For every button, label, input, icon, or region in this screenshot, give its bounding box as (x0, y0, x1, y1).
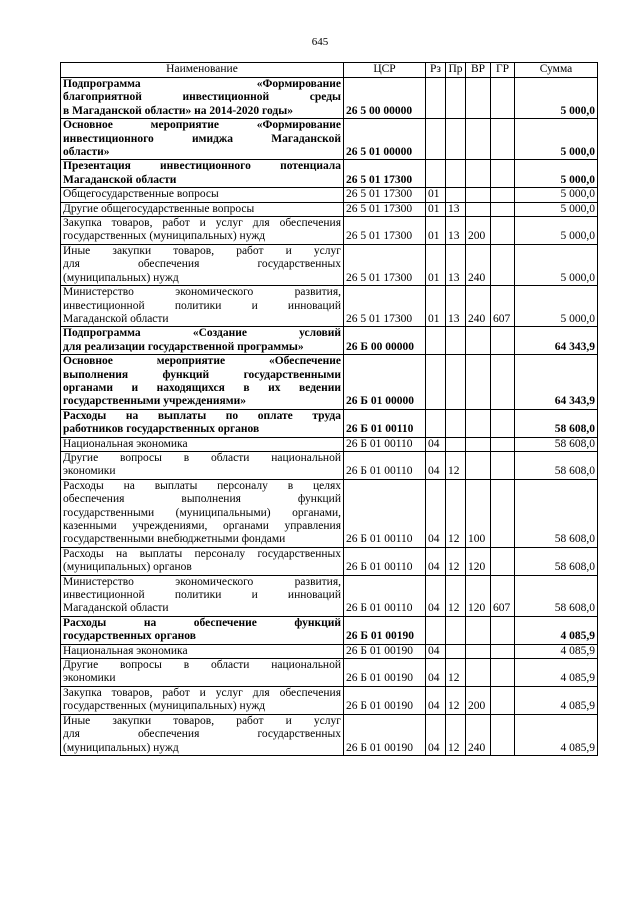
row-csr: 26 5 01 00000 (344, 119, 426, 160)
row-name-line: работников государственных органов (63, 423, 260, 436)
row-name (61, 616, 344, 644)
row-vr (466, 409, 491, 437)
row-name-line: Расходы на выплаты персоналу государственных (63, 547, 341, 560)
row-gr (491, 244, 515, 285)
row-vr (466, 202, 491, 216)
row-sum: 58 608,0 (515, 451, 598, 479)
row-name-line: Другие вопросы в области национальной (63, 451, 341, 464)
row-pr: 12 (446, 575, 466, 616)
row-rz: 01 (426, 188, 446, 202)
row-gr (491, 409, 515, 437)
row-pr: 13 (446, 202, 466, 216)
row-name-line: Другие вопросы в области национальной (63, 659, 341, 672)
table-row (61, 686, 598, 714)
row-vr: 200 (466, 686, 491, 714)
row-name-line: обеспечения выполнения функций (63, 493, 341, 506)
row-pr (446, 644, 466, 658)
row-csr: 26 Б 01 00110 (344, 575, 426, 616)
row-gr (491, 119, 515, 160)
row-gr (491, 188, 515, 202)
row-name (61, 355, 344, 410)
row-csr: 26 Б 01 00190 (344, 616, 426, 644)
row-sum: 4 085,9 (515, 659, 598, 687)
row-name-line: казенными учреждениями, органами управления (63, 520, 341, 532)
row-name-line: инвестиционной политики и инноваций (63, 589, 341, 602)
row-sum: 64 343,9 (515, 355, 598, 410)
row-rz (426, 78, 446, 119)
row-rz: 04 (426, 575, 446, 616)
table-row (61, 188, 598, 202)
row-vr (466, 437, 491, 451)
row-pr: 12 (446, 547, 466, 575)
row-vr: 100 (466, 479, 491, 547)
row-pr (446, 409, 466, 437)
row-sum: 5 000,0 (515, 202, 598, 216)
row-rz: 04 (426, 686, 446, 714)
row-pr (446, 188, 466, 202)
row-name-line: Закупка товаров, работ и услуг для обеспечения (63, 217, 341, 230)
row-name (61, 327, 344, 355)
row-vr (466, 119, 491, 160)
row-name-line: Расходы на обеспечение функций (63, 616, 341, 629)
row-csr: 26 Б 01 00110 (344, 547, 426, 575)
table-row (61, 409, 598, 437)
row-csr: 26 Б 01 00190 (344, 659, 426, 687)
row-name-line: государственных органов (63, 630, 196, 643)
row-name-line: Иные закупки товаров, работ и услуг (63, 714, 341, 727)
row-sum: 4 085,9 (515, 714, 598, 755)
row-rz: 04 (426, 714, 446, 755)
row-csr: 26 Б 01 00110 (344, 451, 426, 479)
row-name-line: Расходы на выплаты по оплате труда (63, 409, 341, 422)
header-gr: ГР (491, 63, 515, 78)
row-rz: 04 (426, 437, 446, 451)
row-pr: 13 (446, 217, 466, 245)
row-rz (426, 616, 446, 644)
row-name-line: для реализации государственной программы» (63, 340, 304, 353)
row-sum: 58 608,0 (515, 437, 598, 451)
row-rz (426, 160, 446, 188)
row-sum: 5 000,0 (515, 160, 598, 188)
row-csr: 26 5 01 17300 (344, 286, 426, 327)
row-csr: 26 5 01 17300 (344, 217, 426, 245)
row-rz: 04 (426, 479, 446, 547)
row-rz (426, 119, 446, 160)
row-csr: 26 Б 00 00000 (344, 327, 426, 355)
row-name-line: Основное мероприятие «Формирование (63, 119, 341, 132)
table-row (61, 327, 598, 355)
row-name-line: экономики (63, 672, 116, 685)
row-pr: 12 (446, 659, 466, 687)
row-sum: 58 608,0 (515, 479, 598, 547)
table-row (61, 286, 598, 327)
row-csr: 26 Б 01 00110 (344, 409, 426, 437)
row-name-line: (муниципальных) нужд (63, 271, 179, 284)
row-csr: 26 5 01 17300 (344, 202, 426, 216)
row-name-line: инвестиционной политики и инноваций (63, 299, 341, 312)
row-gr (491, 327, 515, 355)
row-gr (491, 616, 515, 644)
table-row (61, 644, 598, 658)
header-csr: ЦСР (344, 63, 426, 78)
row-pr: 12 (446, 686, 466, 714)
row-csr: 26 5 01 17300 (344, 244, 426, 285)
row-csr: 26 Б 01 00190 (344, 686, 426, 714)
row-rz: 01 (426, 202, 446, 216)
row-pr (446, 616, 466, 644)
header-pr: Пр (446, 63, 466, 78)
row-name-line: благоприятной инвестиционной среды (63, 91, 341, 104)
row-gr (491, 355, 515, 410)
row-rz (426, 327, 446, 355)
table-row (61, 547, 598, 575)
row-gr: 607 (491, 575, 515, 616)
row-name-line: Общегосударственные вопросы (63, 188, 219, 201)
row-csr: 26 Б 01 00190 (344, 714, 426, 755)
header-name: Наименование (61, 63, 344, 78)
row-name-line: Министерство экономического развития, (63, 286, 341, 299)
row-csr: 26 Б 01 00110 (344, 437, 426, 451)
row-name (61, 437, 344, 451)
row-name-line: Подпрограмма «Создание условий (63, 327, 341, 340)
header-sum: Сумма (515, 63, 598, 78)
row-pr: 13 (446, 244, 466, 285)
row-rz: 04 (426, 644, 446, 658)
table-row (61, 244, 598, 285)
row-gr (491, 160, 515, 188)
row-gr (491, 479, 515, 547)
row-name-line: в Магаданской области» на 2014-2020 годы» (63, 104, 293, 117)
row-vr (466, 160, 491, 188)
row-name (61, 202, 344, 216)
row-rz: 01 (426, 217, 446, 245)
header-vr: ВР (466, 63, 491, 78)
table-row (61, 355, 598, 410)
row-name-line: (муниципальных) органов (63, 561, 192, 574)
row-sum: 4 085,9 (515, 686, 598, 714)
table-row (61, 217, 598, 245)
row-name-line: Основное мероприятие «Обеспечение (63, 355, 341, 368)
row-name-line: для обеспечения государственных (63, 258, 341, 271)
row-name (61, 217, 344, 245)
row-name-line: органами и находящихся в их ведении (63, 381, 341, 394)
row-pr (446, 78, 466, 119)
row-vr: 240 (466, 244, 491, 285)
row-name (61, 78, 344, 119)
row-pr (446, 355, 466, 410)
row-vr: 240 (466, 286, 491, 327)
row-rz: 01 (426, 286, 446, 327)
row-rz: 01 (426, 244, 446, 285)
row-name (61, 160, 344, 188)
page-number: 645 (311, 36, 329, 48)
row-sum: 4 085,9 (515, 644, 598, 658)
row-name-line: Министерство экономического развития, (63, 575, 341, 588)
row-vr (466, 451, 491, 479)
table-row (61, 202, 598, 216)
row-name-line: государственных (муниципальных) нужд (63, 230, 266, 243)
row-name-line: государственными (муниципальными) органами, (63, 506, 341, 519)
row-gr (491, 686, 515, 714)
table-row (61, 437, 598, 451)
row-name (61, 714, 344, 755)
row-sum: 58 608,0 (515, 409, 598, 437)
row-vr (466, 644, 491, 658)
row-name (61, 119, 344, 160)
row-sum: 5 000,0 (515, 244, 598, 285)
row-name (61, 686, 344, 714)
table-row (61, 714, 598, 755)
row-rz: 04 (426, 451, 446, 479)
row-gr (491, 547, 515, 575)
row-name (61, 479, 344, 547)
row-name (61, 244, 344, 285)
row-csr: 26 Б 01 00000 (344, 355, 426, 410)
row-name-line: государственных (муниципальных) нужд (63, 700, 266, 713)
row-name-line: Магаданской области (63, 602, 169, 615)
row-sum: 4 085,9 (515, 616, 598, 644)
row-name (61, 547, 344, 575)
row-gr (491, 644, 515, 658)
row-vr (466, 188, 491, 202)
row-sum: 5 000,0 (515, 286, 598, 327)
row-name-line: государственными учреждениями» (63, 395, 246, 408)
row-gr (491, 217, 515, 245)
row-pr (446, 437, 466, 451)
row-gr (491, 437, 515, 451)
row-name-line: Подпрограмма «Формирование (63, 78, 341, 90)
header-rz: Рз (426, 63, 446, 78)
row-vr (466, 78, 491, 119)
table-row (61, 479, 598, 547)
table-row (61, 616, 598, 644)
row-sum: 58 608,0 (515, 547, 598, 575)
row-gr (491, 714, 515, 755)
row-name-line: Закупка товаров, работ и услуг для обеспечения (63, 686, 341, 699)
row-sum: 58 608,0 (515, 575, 598, 616)
row-name-line: государственными внебюджетными фондами (63, 533, 286, 546)
row-vr: 200 (466, 217, 491, 245)
row-vr: 240 (466, 714, 491, 755)
row-sum: 5 000,0 (515, 78, 598, 119)
row-pr: 12 (446, 451, 466, 479)
row-name-line: инвестиционного имиджа Магаданской (63, 132, 341, 145)
row-name-line: Национальная экономика (63, 437, 188, 450)
row-vr: 120 (466, 575, 491, 616)
row-vr (466, 355, 491, 410)
row-pr (446, 327, 466, 355)
row-name-line: Презентация инвестиционного потенциала (63, 160, 341, 173)
row-sum: 5 000,0 (515, 217, 598, 245)
row-name (61, 644, 344, 658)
row-sum: 64 343,9 (515, 327, 598, 355)
row-name-line: выполнения функций государственными (63, 368, 341, 381)
row-rz: 04 (426, 547, 446, 575)
row-vr: 120 (466, 547, 491, 575)
row-vr (466, 659, 491, 687)
row-name-line: (муниципальных) нужд (63, 741, 179, 754)
row-name (61, 286, 344, 327)
table-row (61, 119, 598, 160)
row-csr: 26 5 01 17300 (344, 160, 426, 188)
row-name (61, 451, 344, 479)
table-row (61, 659, 598, 687)
row-name-line: Магаданской области (63, 312, 169, 325)
row-name-line: Магаданской области (63, 173, 177, 186)
row-pr (446, 160, 466, 188)
row-pr: 12 (446, 479, 466, 547)
row-vr (466, 327, 491, 355)
row-name (61, 409, 344, 437)
row-rz (426, 409, 446, 437)
row-sum: 5 000,0 (515, 188, 598, 202)
row-sum: 5 000,0 (515, 119, 598, 160)
row-name (61, 575, 344, 616)
row-name (61, 659, 344, 687)
row-csr: 26 Б 01 00190 (344, 644, 426, 658)
row-name-line: Иные закупки товаров, работ и услуг (63, 244, 341, 257)
row-pr: 13 (446, 286, 466, 327)
row-gr (491, 202, 515, 216)
header-row (61, 63, 598, 78)
row-name-line: Национальная экономика (63, 644, 188, 657)
row-gr (491, 78, 515, 119)
row-pr: 12 (446, 714, 466, 755)
row-csr: 26 5 01 17300 (344, 188, 426, 202)
row-gr (491, 451, 515, 479)
row-rz (426, 355, 446, 410)
row-gr (491, 659, 515, 687)
row-name-line: Расходы на выплаты персоналу в целях (63, 479, 341, 492)
row-rz: 04 (426, 659, 446, 687)
row-name (61, 188, 344, 202)
table-row (61, 575, 598, 616)
row-vr (466, 616, 491, 644)
row-csr: 26 5 00 00000 (344, 78, 426, 119)
row-name-line: области» (63, 146, 110, 159)
table-row (61, 451, 598, 479)
row-gr: 607 (491, 286, 515, 327)
row-pr (446, 119, 466, 160)
table-row (61, 78, 598, 119)
budget-table (60, 62, 598, 756)
row-name-line: для обеспечения государственных (63, 728, 341, 741)
row-name-line: Другие общегосударственные вопросы (63, 202, 255, 215)
table-row (61, 160, 598, 188)
row-name-line: экономики (63, 465, 116, 478)
row-csr: 26 Б 01 00110 (344, 479, 426, 547)
